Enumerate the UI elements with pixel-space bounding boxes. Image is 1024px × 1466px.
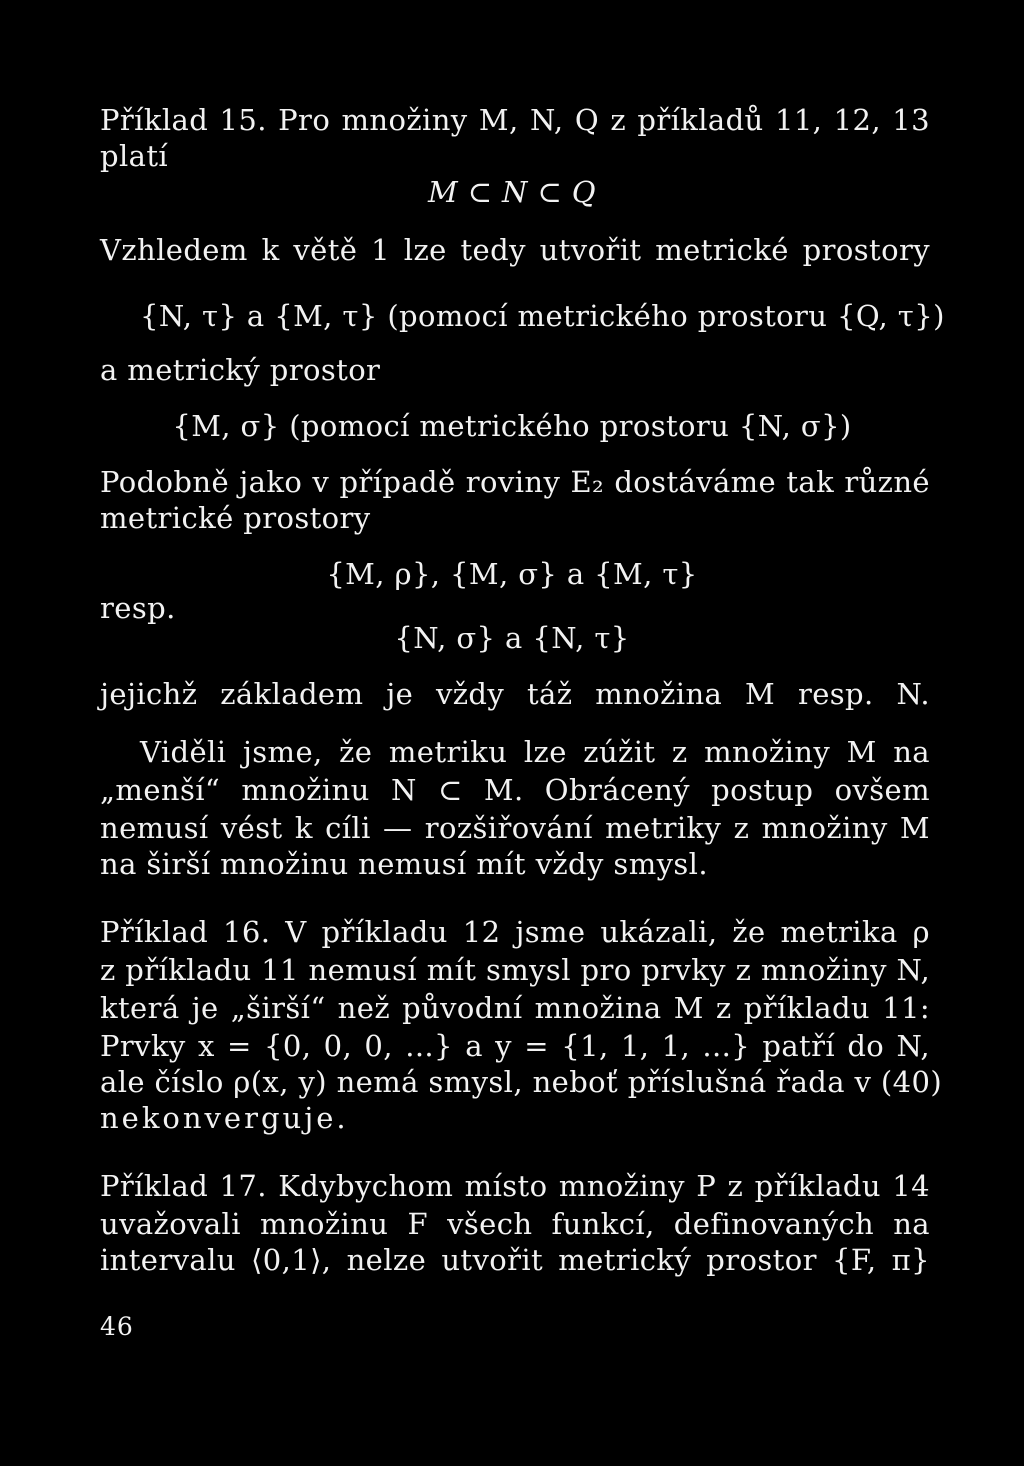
text-line: Příklad 16. V příkladu 12 jsme ukázali, že metrika ρ: [100, 915, 930, 949]
text-line: metrické prostory: [100, 501, 371, 535]
text-line: uvažovali množinu F všech funkcí, definovaných na: [100, 1207, 930, 1241]
text-line: Vzhledem k větě 1 lze tedy utvořit metrické prostory: [100, 233, 930, 267]
page-number: 46: [100, 1312, 134, 1341]
text-line: resp.: [100, 591, 176, 625]
text-line: Viděli jsme, že metriku lze zúžit z množiny M na: [140, 735, 930, 769]
text-line: ale číslo ρ(x, y) nemá smysl, neboť příslušná řada v (40): [100, 1065, 943, 1099]
text-line: která je „širší“ než původní množina M z příkladu 11:: [100, 991, 930, 1025]
text-line: Příklad 17. Kdybychom místo množiny P z příkladu 14: [100, 1169, 930, 1203]
text-line: a metrický prostor: [100, 353, 381, 387]
formula-line: {M, ρ}, {M, σ} a {M, τ}: [326, 557, 698, 591]
text-line: intervalu ⟨0,1⟩, nelze utvořit metrický prostor {F, π}: [100, 1243, 930, 1277]
formula-line: {N, σ} a {N, τ}: [394, 621, 630, 655]
text-line: Prvky x = {0, 0, 0, ...} a y = {1, 1, 1, ...} patří do N,: [100, 1029, 930, 1063]
text-line: nemusí vést k cíli — rozšiřování metriky z množiny M: [100, 811, 930, 845]
formula-line: M ⊂ N ⊂ Q: [428, 175, 596, 209]
text-line: Podobně jako v případě roviny E₂ dostáváme tak různé: [100, 465, 930, 499]
text-line: jejichž základem je vždy táž množina M resp. N.: [100, 677, 930, 711]
text-line: platí: [100, 139, 169, 173]
text-line: z příkladu 11 nemusí mít smysl pro prvky z množiny N,: [100, 953, 931, 987]
text-line: nekonverguje.: [100, 1101, 349, 1135]
text-line: „menší“ množinu N ⊂ M. Obrácený postup ovšem: [100, 773, 930, 807]
text-line: na širší množinu nemusí mít vždy smysl.: [100, 847, 708, 881]
formula-line: {N, τ} a {M, τ} (pomocí metrického prostoru {Q, τ}): [140, 299, 945, 333]
text-line: Příklad 15. Pro množiny M, N, Q z příkladů 11, 12, 13: [100, 103, 930, 137]
formula-line: {M, σ} (pomocí metrického prostoru {N, σ}): [172, 409, 852, 443]
